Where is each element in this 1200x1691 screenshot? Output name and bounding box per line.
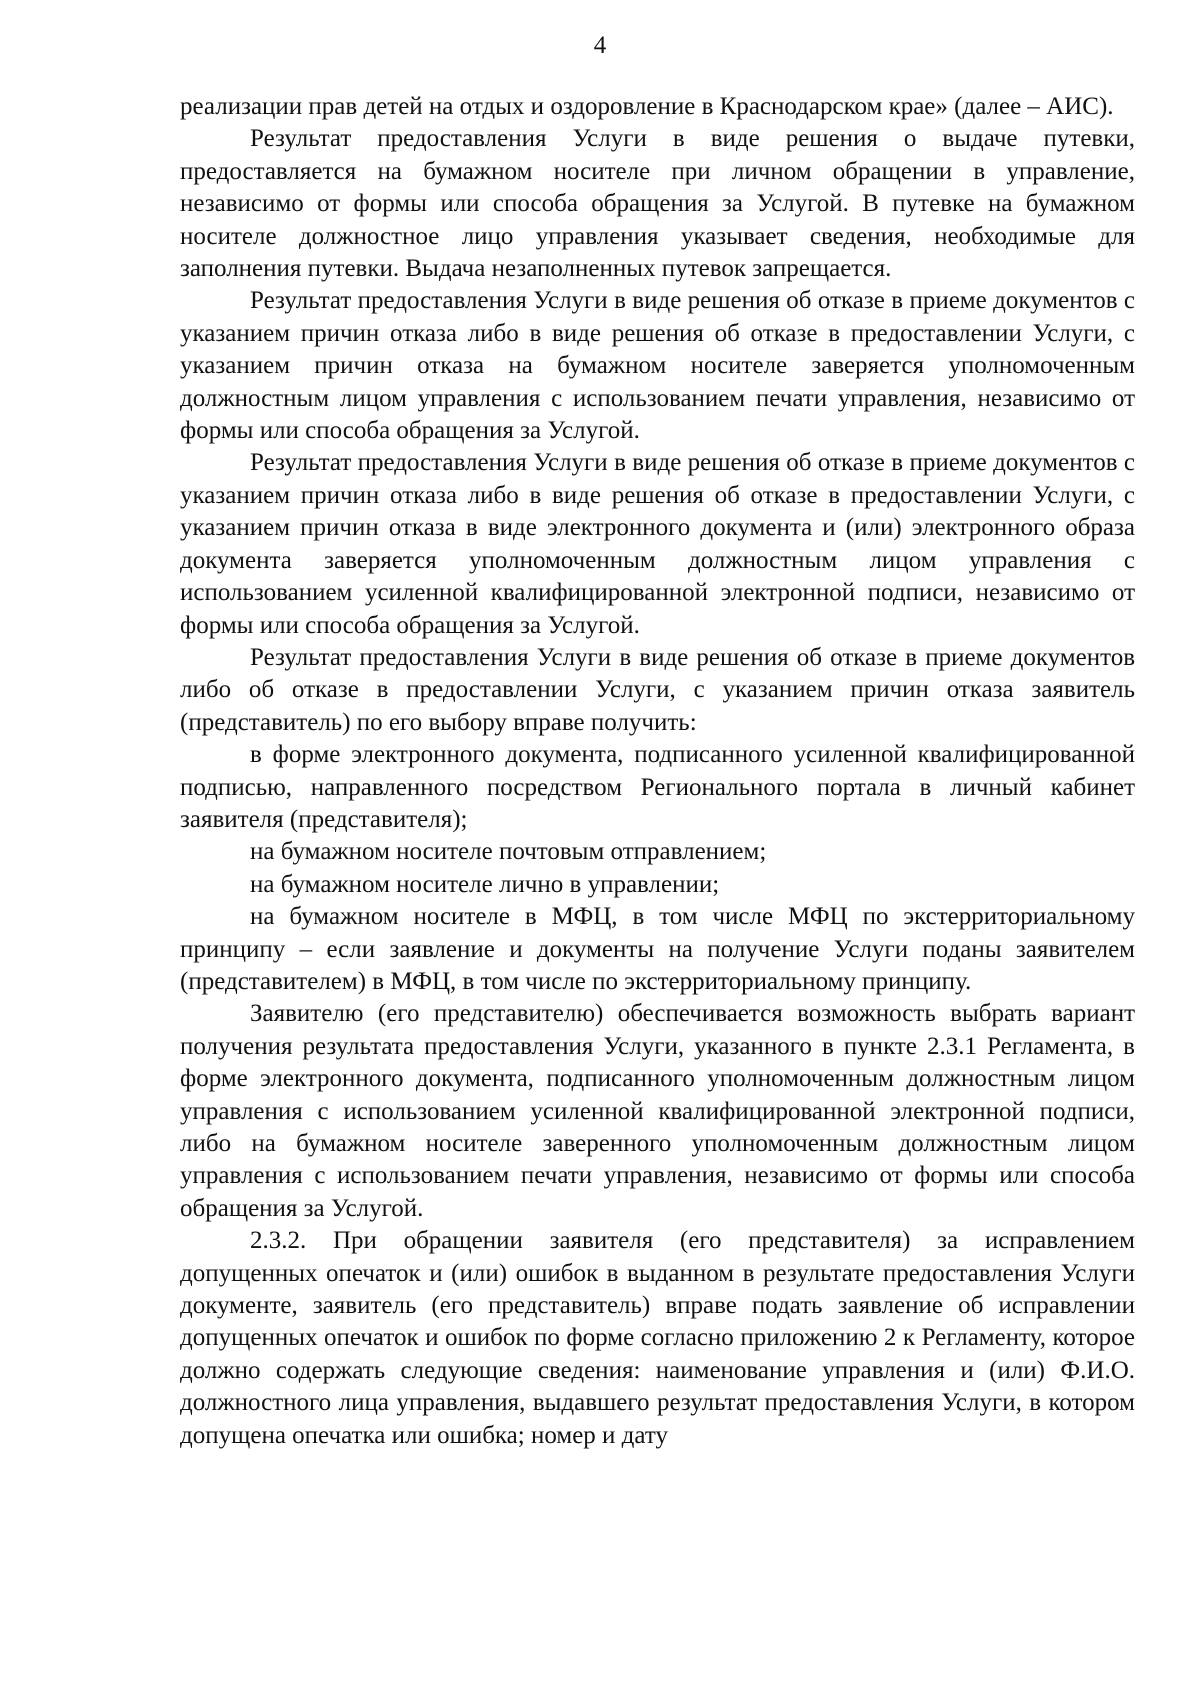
paragraph-9: на бумажном носителе в МФЦ, в том числе МФЦ по экстерриториальному принципу – если заявление и документы на получение Услуги поданы заявителем (представителем) в МФЦ, в том числе по экстерриториальному принципу.: [180, 903, 1135, 995]
paragraph-2: Результат предоставления Услуги в виде решения о выдаче путевки, предоставляется на бумажном носителе при личном обращении в управление, независимо от формы или способа обращения за Услугой. В путевке на бумажном носителе должностное лицо управления указывает сведения, необходимые для заполнения путевки. Выдача незаполненных путевок запрещается.: [180, 125, 1135, 283]
paragraph-11: 2.3.2. При обращении заявителя (его представителя) за исправлением допущенных опечаток и (или) ошибок в выданном в результате предоставления Услуги документе, заявитель (его представитель) вправе подать заявление об исправлении допущенных опечаток и ошибок по форме согласно приложению 2 к Регламенту, которое должно содержать следующие сведения: наименование управления и (или) Ф.И.О. должностного лица управления, выдавшего результат предоставления Услуги, в котором допущена опечатка или ошибка; номер и дату: [180, 1227, 1135, 1449]
paragraph-1: реализации прав детей на отдых и оздоровление в Краснодарском крае» (далее – АИС).: [180, 93, 1114, 120]
paragraph-6: в форме электронного документа, подписанного усиленной квалифицированной подписью, направленного посредством Регионального портала в личный кабинет заявителя (представителя);: [180, 741, 1135, 833]
paragraph-10: Заявителю (его представителю) обеспечивается возможность выбрать вариант получения результата предоставления Услуги, указанного в пункте 2.3.1 Регламента, в форме электронного документа, подписанного уполномоченным должностным лицом управления с использованием усиленной квалифицированной электронной подписи, либо на бумажном носителе заверенного уполномоченным должностным лицом управления с использованием печати управления, независимо от формы или способа обращения за Услугой.: [180, 1000, 1135, 1222]
paragraph-4: Результат предоставления Услуги в виде решения об отказе в приеме документов с указанием причин отказа либо в виде решения об отказе в предоставлении Услуги, с указанием причин отказа в виде электронного документа и (или) электронного образа документа заверяется уполномоченным должностным лицом управления с использованием усиленной квалифицированной электронной подписи, независимо от формы или способа обращения за Услугой.: [180, 449, 1135, 639]
paragraph-8: на бумажном носителе лично в управлении;: [250, 870, 720, 898]
page-number: 4: [593, 32, 607, 59]
paragraph-3: Результат предоставления Услуги в виде решения об отказе в приеме документов с указанием причин отказа либо в виде решения об отказе в предоставлении Услуги, с указанием причин отказа на бумажном носителе заверяется уполномоченным должностным лицом управления с использованием печати управления, независимо от формы или способа обращения за Услугой.: [180, 287, 1135, 445]
paragraph-7: на бумажном носителе почтовым отправлением;: [250, 838, 767, 866]
paragraph-5: Результат предоставления Услуги в виде решения об отказе в приеме документов либо об отказе в предоставлении Услуги, с указанием причин отказа заявитель (представитель) по его выбору вправе получить:: [180, 643, 1135, 736]
document-body: [180, 91, 1135, 1452]
